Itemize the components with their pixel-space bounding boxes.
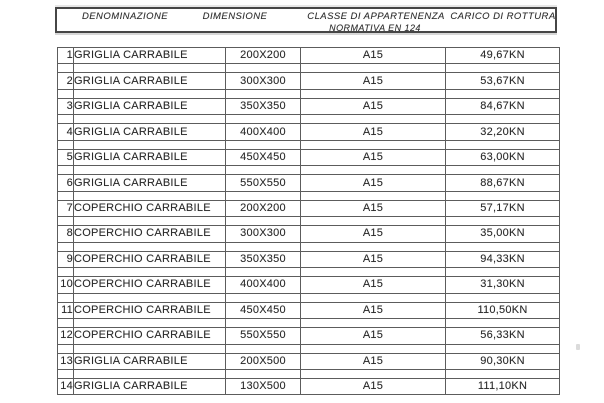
spacer-cell bbox=[226, 344, 301, 353]
row-number-cell: 10 bbox=[58, 277, 74, 293]
denominazione-cell: COPERCHIO CARRABILE bbox=[74, 226, 226, 242]
spacer-row bbox=[58, 166, 560, 175]
spacer-cell bbox=[446, 191, 560, 200]
dimensione-cell: 450X450 bbox=[226, 302, 301, 318]
row-number-cell: 2 bbox=[58, 73, 74, 89]
dimensione-cell: 200X200 bbox=[226, 200, 301, 216]
spacer-cell bbox=[58, 191, 74, 200]
spacer-row bbox=[58, 268, 560, 277]
spacer-cell bbox=[226, 115, 301, 124]
classe-cell: A15 bbox=[301, 73, 446, 89]
spacer-cell bbox=[226, 217, 301, 226]
table-row bbox=[58, 251, 560, 267]
spacer-cell bbox=[301, 191, 446, 200]
table-row bbox=[58, 175, 560, 191]
spacer-cell bbox=[446, 166, 560, 175]
denominazione-cell: GRIGLIA CARRABILE bbox=[74, 98, 226, 114]
classe-cell: A15 bbox=[301, 48, 446, 64]
spacer-cell bbox=[58, 64, 74, 73]
row-number-cell: 5 bbox=[58, 149, 74, 165]
spacer-cell bbox=[301, 140, 446, 149]
carico-cell: 49,67KN bbox=[446, 48, 560, 64]
dimensione-cell: 400X400 bbox=[226, 124, 301, 140]
spacer-cell bbox=[226, 268, 301, 277]
denominazione-cell: GRIGLIA CARRABILE bbox=[74, 175, 226, 191]
row-number-cell: 11 bbox=[58, 302, 74, 318]
spacer-row bbox=[58, 344, 560, 353]
spacer-cell bbox=[301, 344, 446, 353]
carico-cell: 111,10KN bbox=[446, 379, 560, 395]
spacer-cell bbox=[446, 217, 560, 226]
spacer-cell bbox=[74, 217, 226, 226]
spacer-cell bbox=[58, 370, 74, 379]
spacer-cell bbox=[74, 166, 226, 175]
header-classe-line2: NORMATIVA EN 124 bbox=[329, 23, 421, 33]
spacer-row bbox=[58, 242, 560, 251]
dimensione-cell: 350X350 bbox=[226, 251, 301, 267]
carico-cell: 90,30KN bbox=[446, 353, 560, 369]
carico-cell: 32,20KN bbox=[446, 124, 560, 140]
denominazione-cell: GRIGLIA CARRABILE bbox=[74, 124, 226, 140]
table-row bbox=[58, 226, 560, 242]
header-dimensione: DIMENSIONE bbox=[202, 11, 268, 22]
spacer-cell bbox=[301, 89, 446, 98]
spacer-cell bbox=[301, 268, 446, 277]
table-row bbox=[58, 98, 560, 114]
spacer-cell bbox=[446, 64, 560, 73]
dimensione-cell: 550X550 bbox=[226, 328, 301, 344]
table-row bbox=[58, 302, 560, 318]
spacer-cell bbox=[226, 293, 301, 302]
denominazione-cell: COPERCHIO CARRABILE bbox=[74, 200, 226, 216]
classe-cell: A15 bbox=[301, 226, 446, 242]
spacer-cell bbox=[74, 268, 226, 277]
spacer-cell bbox=[446, 344, 560, 353]
spacer-cell bbox=[74, 293, 226, 302]
table-row bbox=[58, 149, 560, 165]
spacer-row bbox=[58, 191, 560, 200]
spacer-row bbox=[58, 140, 560, 149]
spacer-cell bbox=[58, 242, 74, 251]
denominazione-cell: COPERCHIO CARRABILE bbox=[74, 328, 226, 344]
table-row bbox=[58, 200, 560, 216]
spacer-cell bbox=[74, 89, 226, 98]
spacer-cell bbox=[301, 242, 446, 251]
dimensione-cell: 200X500 bbox=[226, 353, 301, 369]
carico-cell: 56,33KN bbox=[446, 328, 560, 344]
row-number-cell: 9 bbox=[58, 251, 74, 267]
spacer-row bbox=[58, 370, 560, 379]
table-header-box bbox=[55, 7, 557, 33]
spacer-cell bbox=[226, 64, 301, 73]
row-number-cell: 4 bbox=[58, 124, 74, 140]
table-row bbox=[58, 73, 560, 89]
spacer-cell bbox=[446, 242, 560, 251]
row-number-cell: 6 bbox=[58, 175, 74, 191]
spacer-cell bbox=[226, 319, 301, 328]
carico-cell: 57,17KN bbox=[446, 200, 560, 216]
spacer-row bbox=[58, 115, 560, 124]
carico-cell: 31,30KN bbox=[446, 277, 560, 293]
spacer-cell bbox=[226, 370, 301, 379]
classe-cell: A15 bbox=[301, 328, 446, 344]
classe-cell: A15 bbox=[301, 98, 446, 114]
classe-cell: A15 bbox=[301, 175, 446, 191]
spacer-cell bbox=[301, 319, 446, 328]
dimensione-cell: 200X200 bbox=[226, 48, 301, 64]
spacer-cell bbox=[446, 268, 560, 277]
spacer-cell bbox=[58, 268, 74, 277]
spacer-cell bbox=[446, 115, 560, 124]
spacer-cell bbox=[446, 319, 560, 328]
spacer-cell bbox=[446, 89, 560, 98]
row-number-cell: 7 bbox=[58, 200, 74, 216]
carico-cell: 53,67KN bbox=[446, 73, 560, 89]
spacer-cell bbox=[58, 89, 74, 98]
spacer-cell bbox=[74, 370, 226, 379]
denominazione-cell: COPERCHIO CARRABILE bbox=[74, 302, 226, 318]
carico-cell: 88,67KN bbox=[446, 175, 560, 191]
spacer-cell bbox=[301, 64, 446, 73]
header-denominazione: DENOMINAZIONE bbox=[81, 11, 169, 22]
classe-cell: A15 bbox=[301, 277, 446, 293]
classe-cell: A15 bbox=[301, 353, 446, 369]
spacer-cell bbox=[74, 191, 226, 200]
spacer-cell bbox=[446, 140, 560, 149]
spacer-row bbox=[58, 217, 560, 226]
spacer-cell bbox=[226, 140, 301, 149]
carico-cell: 84,67KN bbox=[446, 98, 560, 114]
spacer-cell bbox=[226, 191, 301, 200]
denominazione-cell: GRIGLIA CARRABILE bbox=[74, 379, 226, 395]
dimensione-cell: 300X300 bbox=[226, 226, 301, 242]
header-carico: CARICO DI ROTTURA bbox=[450, 11, 556, 22]
spacer-cell bbox=[74, 140, 226, 149]
spacer-cell bbox=[58, 166, 74, 175]
classe-cell: A15 bbox=[301, 379, 446, 395]
spacer-cell bbox=[446, 293, 560, 302]
spacer-cell bbox=[58, 217, 74, 226]
dimensione-cell: 550X550 bbox=[226, 175, 301, 191]
spacer-cell bbox=[301, 166, 446, 175]
spacer-cell bbox=[58, 344, 74, 353]
dimensione-cell: 130X500 bbox=[226, 379, 301, 395]
denominazione-cell: COPERCHIO CARRABILE bbox=[74, 251, 226, 267]
row-number-cell: 12 bbox=[58, 328, 74, 344]
spacer-cell bbox=[226, 166, 301, 175]
classe-cell: A15 bbox=[301, 302, 446, 318]
table-row bbox=[58, 328, 560, 344]
row-number-cell: 3 bbox=[58, 98, 74, 114]
row-number-cell: 8 bbox=[58, 226, 74, 242]
row-number-cell: 14 bbox=[58, 379, 74, 395]
spacer-cell bbox=[58, 293, 74, 302]
spacer-cell bbox=[74, 344, 226, 353]
table-row bbox=[58, 277, 560, 293]
dimensione-cell: 450X450 bbox=[226, 149, 301, 165]
spacer-cell bbox=[58, 140, 74, 149]
dimensione-cell: 350X350 bbox=[226, 98, 301, 114]
spacer-row bbox=[58, 89, 560, 98]
spacer-row bbox=[58, 319, 560, 328]
classe-cell: A15 bbox=[301, 251, 446, 267]
spacer-row bbox=[58, 293, 560, 302]
row-number-cell: 13 bbox=[58, 353, 74, 369]
classe-cell: A15 bbox=[301, 200, 446, 216]
spacer-cell bbox=[226, 242, 301, 251]
classe-cell: A15 bbox=[301, 124, 446, 140]
table-row bbox=[58, 124, 560, 140]
carico-cell: 110,50KN bbox=[446, 302, 560, 318]
row-number-cell: 1 bbox=[58, 48, 74, 64]
spacer-cell bbox=[301, 115, 446, 124]
header-classe-line1: CLASSE DI APPARTENENZA bbox=[307, 11, 445, 22]
spacer-cell bbox=[58, 319, 74, 328]
spacer-cell bbox=[74, 64, 226, 73]
table-row bbox=[58, 353, 560, 369]
carico-cell: 63,00KN bbox=[446, 149, 560, 165]
carico-cell: 94,33KN bbox=[446, 251, 560, 267]
spacer-cell bbox=[74, 242, 226, 251]
spacer-cell bbox=[58, 115, 74, 124]
denominazione-cell: GRIGLIA CARRABILE bbox=[74, 149, 226, 165]
classe-cell: A15 bbox=[301, 149, 446, 165]
spacer-cell bbox=[446, 370, 560, 379]
spacer-cell bbox=[74, 115, 226, 124]
denominazione-cell: GRIGLIA CARRABILE bbox=[74, 48, 226, 64]
table-row bbox=[58, 48, 560, 64]
spacer-cell bbox=[301, 293, 446, 302]
dimensione-cell: 400X400 bbox=[226, 277, 301, 293]
spacer-row bbox=[58, 64, 560, 73]
spacer-cell bbox=[226, 89, 301, 98]
scan-smudge-artifact bbox=[576, 344, 580, 350]
spacer-cell bbox=[74, 319, 226, 328]
denominazione-cell: COPERCHIO CARRABILE bbox=[74, 277, 226, 293]
carico-cell: 35,00KN bbox=[446, 226, 560, 242]
dimensione-cell: 300X300 bbox=[226, 73, 301, 89]
products-table bbox=[57, 47, 560, 395]
denominazione-cell: GRIGLIA CARRABILE bbox=[74, 353, 226, 369]
spacer-cell bbox=[301, 370, 446, 379]
spacer-cell bbox=[301, 217, 446, 226]
denominazione-cell: GRIGLIA CARRABILE bbox=[74, 73, 226, 89]
table-row bbox=[58, 379, 560, 395]
